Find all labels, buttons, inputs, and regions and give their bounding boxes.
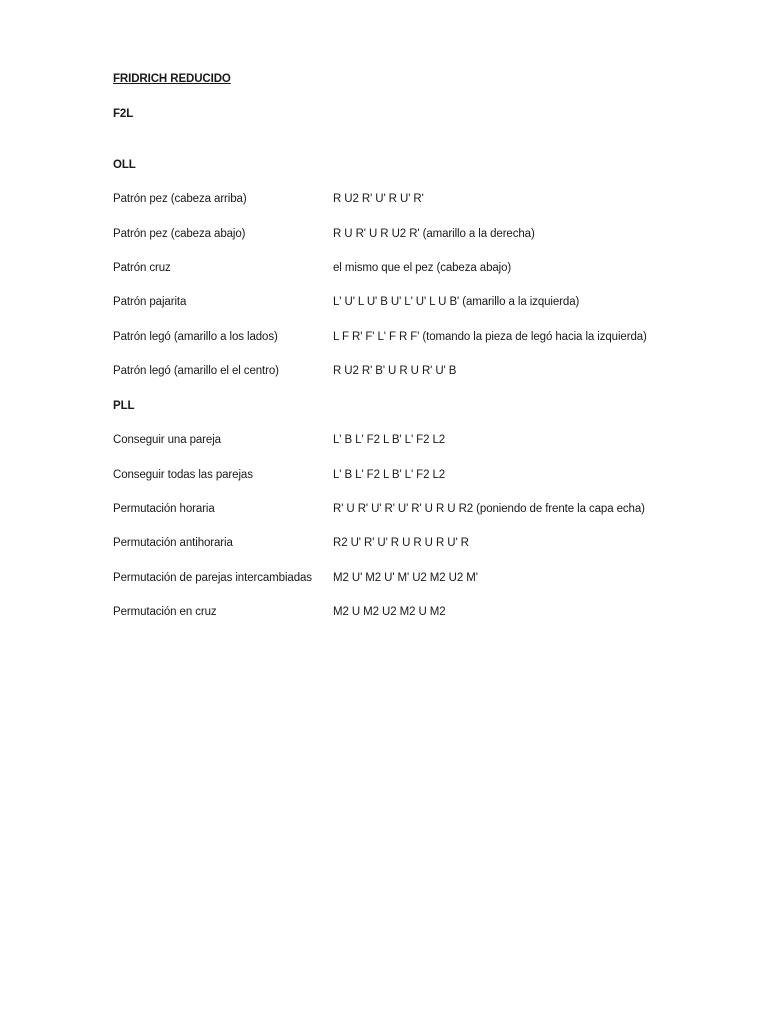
- pll-row-algorithm: L' B L' F2 L B' L' F2 L2: [333, 469, 446, 481]
- pll-row-label: Conseguir todas las parejas: [113, 469, 253, 481]
- pll-row: [113, 605, 446, 619]
- oll-row: [113, 192, 424, 206]
- pll-row: [113, 433, 446, 447]
- pll-row-label: Permutación en cruz: [113, 606, 217, 618]
- pll-row-label: Permutación antihoraria: [113, 537, 233, 549]
- pll-row: [113, 468, 446, 482]
- oll-row: [113, 295, 580, 309]
- oll-row-label: Patrón legó (amarillo a los lados): [113, 331, 278, 343]
- pll-row-algorithm: R' U R' U' R' U' R' U R U R2 (poniendo de frente la capa echa): [333, 503, 645, 515]
- oll-row-label: Patrón pajarita: [113, 296, 187, 308]
- pll-row-label: Permutación de parejas intercambiadas: [113, 572, 312, 584]
- oll-row-algorithm: R U2 R' U' R U' R': [333, 193, 424, 205]
- section-heading-f2l: F2L: [113, 108, 134, 120]
- oll-row-algorithm: el mismo que el pez (cabeza abajo): [333, 262, 512, 274]
- oll-row-algorithm: L F R' F' L' F R F' (tomando la pieza de legó hacia la izquierda): [333, 331, 647, 343]
- section-heading-pll: PLL: [113, 400, 135, 412]
- oll-row-algorithm: R U R' U R U2 R' (amarillo a la derecha): [333, 228, 535, 240]
- oll-row: [113, 261, 512, 275]
- pll-row-label: Conseguir una pareja: [113, 434, 221, 446]
- pll-row-label: Permutación horaria: [113, 503, 215, 515]
- oll-row-label: Patrón pez (cabeza abajo): [113, 228, 246, 240]
- pll-row-algorithm: R2 U' R' U' R U R U R U' R: [333, 537, 469, 549]
- oll-row: [113, 364, 457, 378]
- pll-row-algorithm: L' B L' F2 L B' L' F2 L2: [333, 434, 446, 446]
- oll-row-label: Patrón legó (amarillo el el centro): [113, 365, 279, 377]
- pll-row-algorithm: M2 U M2 U2 M2 U M2: [333, 606, 446, 618]
- oll-row: [113, 330, 647, 344]
- pll-row-algorithm: M2 U' M2 U' M' U2 M2 U2 M': [333, 572, 478, 584]
- oll-row-algorithm: L' U' L U' B U' L' U' L U B' (amarillo a la izquierda): [333, 296, 580, 308]
- document-title: FRIDRICH REDUCIDO: [113, 73, 231, 85]
- pll-row: [113, 502, 645, 516]
- pll-row: [113, 571, 478, 585]
- section-heading-oll: OLL: [113, 159, 136, 171]
- oll-row-label: Patrón cruz: [113, 262, 171, 274]
- oll-row-label: Patrón pez (cabeza arriba): [113, 193, 247, 205]
- pll-row: [113, 536, 469, 550]
- oll-row-algorithm: R U2 R' B' U R U R' U' B: [333, 365, 457, 377]
- oll-row: [113, 227, 535, 241]
